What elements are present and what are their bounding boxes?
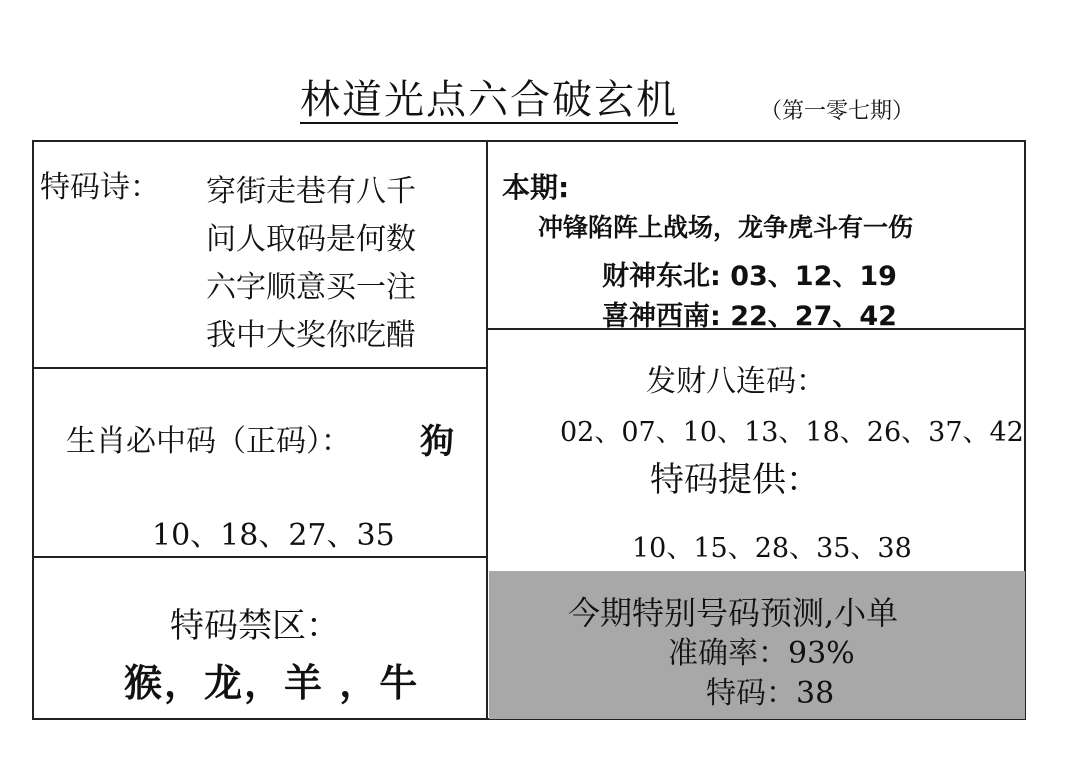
zodiac-animal: 狗 [420, 422, 454, 462]
poem-line-4: 我中大奖你吃醋 [206, 318, 416, 353]
page-title: 林道光点六合破玄机 [300, 77, 678, 123]
poem-line-1: 穿街走巷有八千 [206, 174, 416, 209]
this-issue-label: 本期: [502, 171, 570, 204]
eight-numbers: 02、07、10、13、18、26、37、42 [560, 417, 1024, 448]
zodiac-numbers: 10、18、27、35 [152, 518, 395, 553]
zodiac-label: 生肖必中码（正码）： [66, 424, 351, 459]
special-provide-numbers: 10、15、28、35、38 [632, 533, 912, 564]
wealth-god-row [602, 254, 897, 293]
poem-line-2: 问人取码是何数 [206, 222, 416, 257]
forbidden-label: 特码禁区： [170, 606, 340, 646]
eight-numbers-label: 发财八连码： [646, 364, 826, 399]
special-number-value: 38 [796, 676, 835, 711]
joy-god-label: 喜神西南: [602, 301, 721, 332]
joy-god-row [602, 294, 897, 333]
row-divider-left-2 [32, 556, 487, 558]
special-number-label: 特码： [706, 676, 796, 711]
accuracy-row [668, 628, 855, 672]
forbidden-animals: 猴，龙，羊 ，牛 [124, 661, 420, 705]
special-provide-label: 特码提供： [650, 460, 820, 500]
wealth-god-label: 财神东北: [602, 261, 721, 292]
this-issue-verse: 冲锋陷阵上战场，龙争虎斗有一伤 [538, 213, 914, 242]
special-number-row [706, 668, 834, 712]
accuracy-label: 准确率： [668, 636, 788, 671]
wealth-god-numbers: 03、12、19 [730, 261, 897, 292]
row-divider-left-1 [32, 367, 487, 369]
accuracy-value: 93% [788, 636, 855, 671]
prediction-line1: 今期特别号码预测,小单 [568, 594, 899, 632]
poem-label: 特码诗： [40, 170, 160, 205]
poem-line-3: 六字顺意买一注 [206, 270, 416, 305]
issue-number: （第一零七期） [760, 99, 915, 124]
joy-god-numbers: 22、27、42 [730, 301, 897, 332]
column-divider [486, 140, 488, 720]
